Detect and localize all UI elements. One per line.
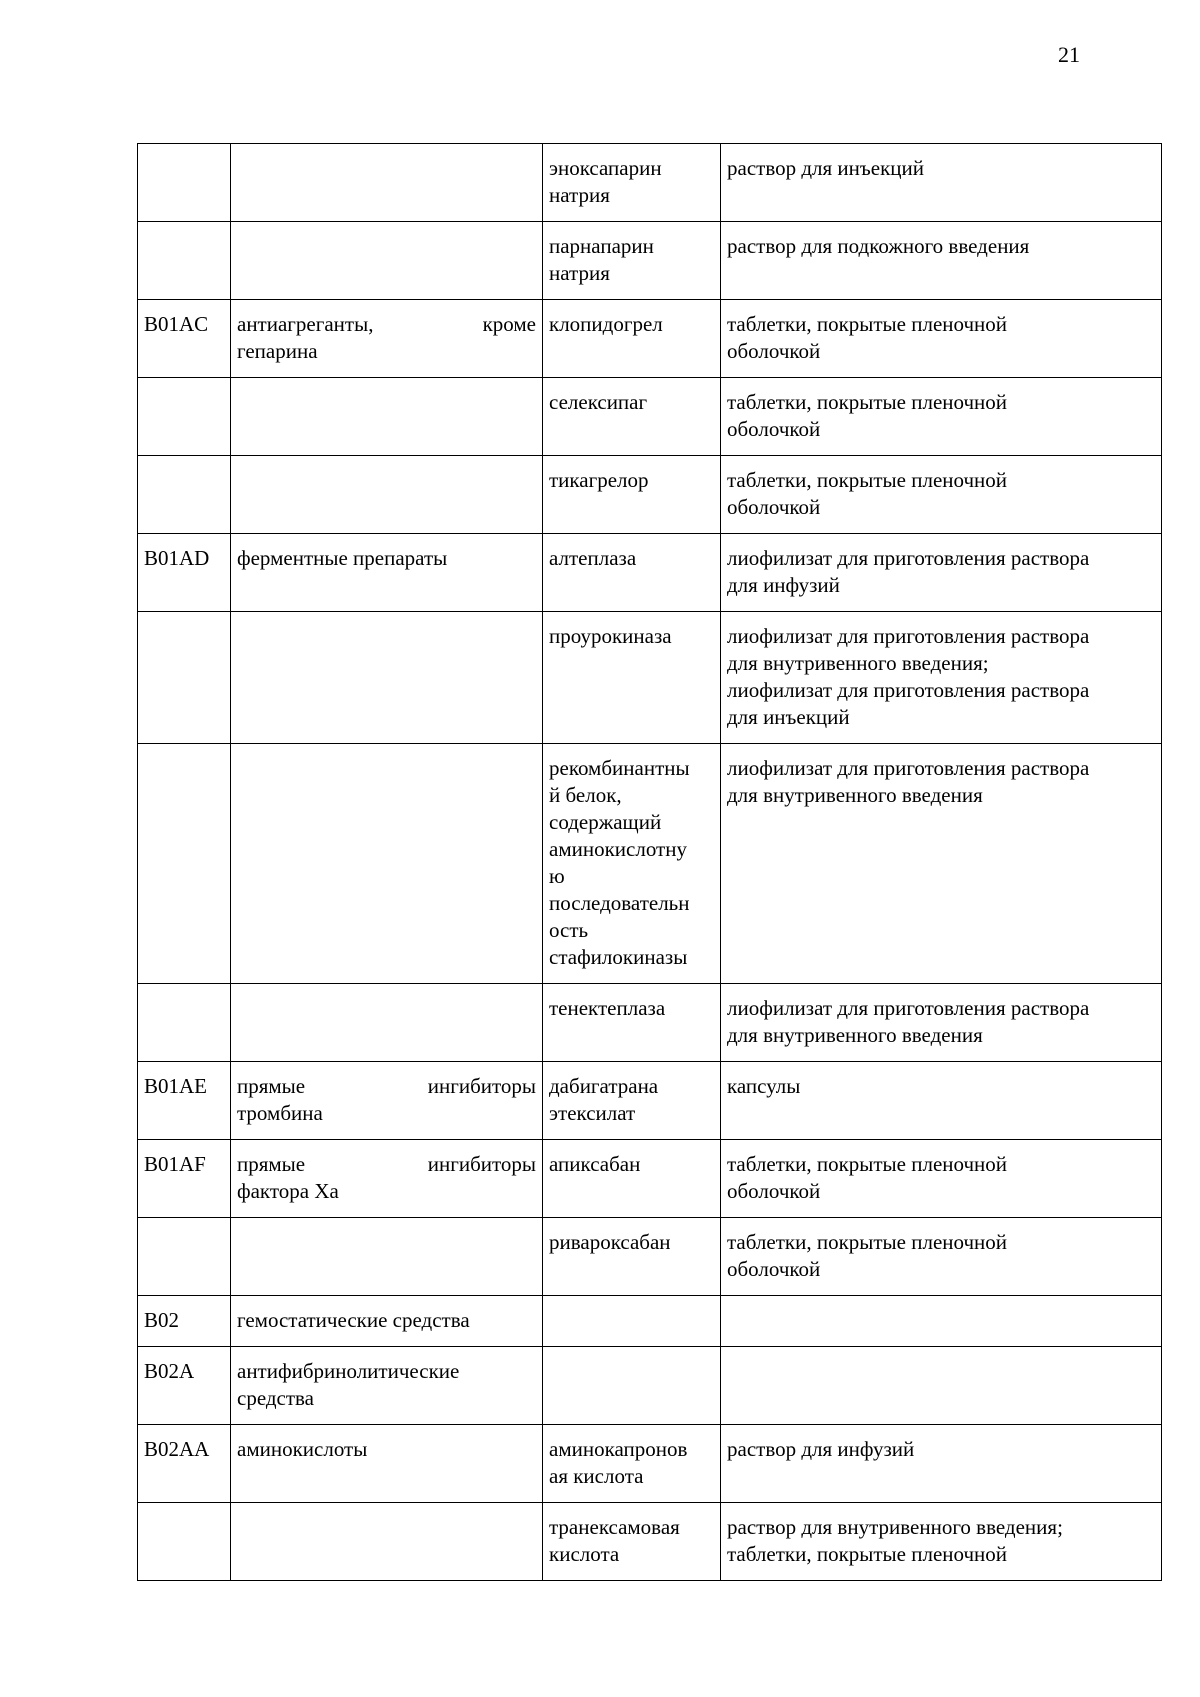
drug-name-cell	[543, 1296, 721, 1347]
drug-table	[137, 143, 1162, 1581]
drug-name-cell-text: аминокапронов ая кислота	[549, 1437, 688, 1488]
table-row	[138, 1296, 1162, 1347]
atc-code-cell	[138, 744, 231, 984]
table-row	[138, 1503, 1162, 1581]
table-row	[138, 1062, 1162, 1140]
drug-name-cell	[543, 222, 721, 300]
atc-code-cell	[138, 1062, 231, 1140]
drug-name-cell	[543, 1062, 721, 1140]
drug-name-cell	[543, 744, 721, 984]
drug-name-cell-text: парнапарин натрия	[549, 234, 654, 285]
dosage-form-cell-text: раствор для внутривенного введения; таблетки, покрытые пленочной	[727, 1515, 1063, 1566]
table-row	[138, 1140, 1162, 1218]
group-tail: фактора Xa	[237, 1179, 339, 1203]
dosage-form-cell	[721, 744, 1162, 984]
atc-code-cell	[138, 144, 231, 222]
group-text: антифибринолитические средства	[237, 1359, 460, 1410]
group-word: ингибиторы	[427, 1074, 536, 1098]
group-first-line	[237, 1073, 536, 1100]
table-row	[138, 534, 1162, 612]
drug-name-cell-text: ривароксабан	[549, 1230, 671, 1254]
page-number: 21	[1058, 42, 1080, 67]
dosage-form-cell-text: таблетки, покрытые пленочной оболочкой	[727, 390, 1008, 441]
drug-name-cell-text: дабигатрана этексилат	[549, 1074, 659, 1125]
drug-name-cell-text: эноксапарин натрия	[549, 156, 662, 207]
table-row	[138, 300, 1162, 378]
table-row	[138, 1347, 1162, 1425]
group-cell	[231, 378, 543, 456]
drug-name-cell-text: тенектеплаза	[549, 996, 666, 1020]
group-cell	[231, 1062, 543, 1140]
atc-code-cell	[138, 1218, 231, 1296]
dosage-form-cell-text: лиофилизат для приготовления раствора для внутривенного введения	[727, 996, 1090, 1047]
drug-name-cell	[543, 378, 721, 456]
drug-name-cell-text: проурокиназа	[549, 624, 672, 648]
table-row	[138, 456, 1162, 534]
table-row	[138, 222, 1162, 300]
drug-name-cell	[543, 612, 721, 744]
dosage-form-cell	[721, 300, 1162, 378]
group-cell	[231, 1140, 543, 1218]
group-cell	[231, 612, 543, 744]
group-word: антиагреганты,	[237, 312, 374, 336]
atc-code-cell-text: B02A	[144, 1359, 195, 1383]
dosage-form-cell-text: раствор для инъекций	[727, 156, 924, 180]
table-row	[138, 1218, 1162, 1296]
group-cell	[231, 984, 543, 1062]
group-cell	[231, 1347, 543, 1425]
atc-code-cell	[138, 456, 231, 534]
drug-name-cell	[543, 456, 721, 534]
dosage-form-cell	[721, 1503, 1162, 1581]
drug-table-body	[138, 144, 1162, 1581]
dosage-form-cell	[721, 1425, 1162, 1503]
drug-name-cell-text: рекомбинантны й белок, содержащий аминокислотну ю последовательн ость стафилокиназы	[549, 756, 690, 969]
drug-name-cell	[543, 534, 721, 612]
group-cell	[231, 222, 543, 300]
dosage-form-cell	[721, 984, 1162, 1062]
atc-code-cell-text: B01AD	[144, 546, 210, 570]
group-word: ингибиторы	[427, 1152, 536, 1176]
group-cell	[231, 744, 543, 984]
atc-code-cell	[138, 1347, 231, 1425]
atc-code-cell	[138, 1140, 231, 1218]
drug-name-cell-text: клопидогрел	[549, 312, 663, 336]
drug-name-cell-text: апиксабан	[549, 1152, 641, 1176]
dosage-form-cell-text: капсулы	[727, 1074, 801, 1098]
atc-code-cell	[138, 378, 231, 456]
atc-code-cell-text: B01AC	[144, 312, 209, 336]
drug-name-cell	[543, 1425, 721, 1503]
atc-code-cell-text: B02AA	[144, 1437, 210, 1461]
drug-name-cell	[543, 300, 721, 378]
dosage-form-cell-text: таблетки, покрытые пленочной оболочкой	[727, 1230, 1008, 1281]
dosage-form-cell	[721, 1218, 1162, 1296]
table-row	[138, 144, 1162, 222]
atc-code-cell	[138, 534, 231, 612]
group-cell	[231, 1218, 543, 1296]
drug-name-cell	[543, 1140, 721, 1218]
drug-name-cell	[543, 984, 721, 1062]
dosage-form-cell-text: таблетки, покрытые пленочной оболочкой	[727, 468, 1008, 519]
dosage-form-cell-text: лиофилизат для приготовления раствора для внутривенного введения; лиофилизат для приготовления раствора для инъекций	[727, 624, 1090, 729]
dosage-form-cell	[721, 534, 1162, 612]
dosage-form-cell	[721, 1140, 1162, 1218]
group-tail: гепарина	[237, 339, 318, 363]
group-text: аминокислоты	[237, 1437, 368, 1461]
group-cell	[231, 144, 543, 222]
group-word: кроме	[482, 312, 536, 336]
atc-code-cell	[138, 1296, 231, 1347]
dosage-form-cell	[721, 1062, 1162, 1140]
group-first-line	[237, 311, 536, 338]
dosage-form-cell	[721, 144, 1162, 222]
atc-code-cell-text: B01AF	[144, 1152, 206, 1176]
dosage-form-cell	[721, 1296, 1162, 1347]
drug-name-cell	[543, 1218, 721, 1296]
group-word: прямые	[237, 1074, 306, 1098]
dosage-form-cell	[721, 222, 1162, 300]
dosage-form-cell-text: таблетки, покрытые пленочной оболочкой	[727, 312, 1008, 363]
group-text: гемостатические средства	[237, 1308, 470, 1332]
atc-code-cell	[138, 1425, 231, 1503]
dosage-form-cell	[721, 1347, 1162, 1425]
dosage-form-cell	[721, 612, 1162, 744]
group-cell	[231, 300, 543, 378]
dosage-form-cell-text: раствор для инфузий	[727, 1437, 915, 1461]
drug-name-cell	[543, 144, 721, 222]
table-row	[138, 378, 1162, 456]
drug-name-cell-text: тикагрелор	[549, 468, 649, 492]
group-word: прямые	[237, 1152, 306, 1176]
drug-name-cell-text: транексамовая кислота	[549, 1515, 680, 1566]
group-cell	[231, 1425, 543, 1503]
atc-code-cell-text: B01AE	[144, 1074, 207, 1098]
dosage-form-cell-text: раствор для подкожного введения	[727, 234, 1030, 258]
table-row	[138, 612, 1162, 744]
dosage-form-cell-text: лиофилизат для приготовления раствора для внутривенного введения	[727, 756, 1090, 807]
drug-name-cell	[543, 1503, 721, 1581]
dosage-form-cell	[721, 456, 1162, 534]
group-cell	[231, 534, 543, 612]
group-first-line	[237, 1151, 536, 1178]
table-row	[138, 744, 1162, 984]
group-cell	[231, 1503, 543, 1581]
atc-code-cell	[138, 1503, 231, 1581]
atc-code-cell	[138, 984, 231, 1062]
atc-code-cell-text: B02	[144, 1308, 180, 1332]
drug-name-cell-text: алтеплаза	[549, 546, 637, 570]
group-text: ферментные препараты	[237, 546, 448, 570]
group-cell	[231, 456, 543, 534]
group-cell	[231, 1296, 543, 1347]
atc-code-cell	[138, 612, 231, 744]
atc-code-cell	[138, 222, 231, 300]
group-tail: тромбина	[237, 1101, 323, 1125]
dosage-form-cell-text: лиофилизат для приготовления раствора для инфузий	[727, 546, 1090, 597]
drug-name-cell	[543, 1347, 721, 1425]
dosage-form-cell	[721, 378, 1162, 456]
dosage-form-cell-text: таблетки, покрытые пленочной оболочкой	[727, 1152, 1008, 1203]
atc-code-cell	[138, 300, 231, 378]
drug-name-cell-text: селексипаг	[549, 390, 648, 414]
table-row	[138, 984, 1162, 1062]
table-row	[138, 1425, 1162, 1503]
